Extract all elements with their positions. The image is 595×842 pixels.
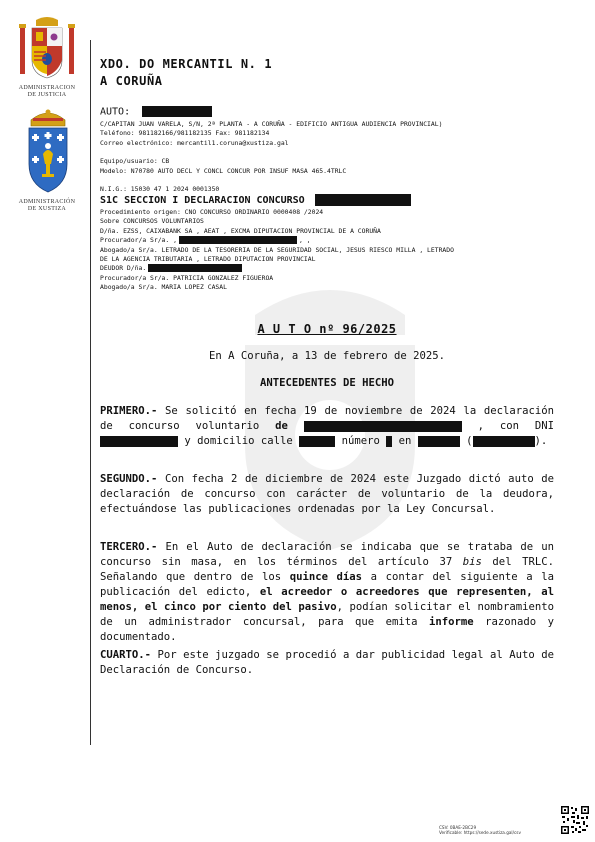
debtor-procurator: Procurador/a Sr/a. PATRICIA GONZALEZ FIGUEROA (100, 273, 274, 282)
team-user: Equipo/usuario: CB (100, 157, 170, 166)
case-info-block (100, 120, 442, 194)
galicia-coat-of-arms-icon (23, 106, 73, 194)
party-line-4: DE LA AGENCIA TRIBUTARIA , LETRADO DIPUTACION PROVINCIAL (100, 255, 316, 264)
paragraph-label: SEGUNDO.- (100, 473, 158, 485)
party-line-2: Procurador/a Sr/a. , , , (100, 236, 311, 245)
redaction-block (148, 264, 242, 272)
redaction-block (179, 236, 297, 244)
redaction-block (304, 421, 462, 432)
model-line: Modelo: N70780 AUTO DECL Y CONCL CONCUR POR INSUF MASA 465.4TRLC (100, 166, 347, 175)
auto-line (100, 106, 212, 118)
margin-rule (90, 40, 91, 745)
section-title: S1C SECCION I DECLARACION CONCURSO (100, 195, 305, 206)
verification-url[interactable]: Verificable: https://sede.xustiza.gal/csv (439, 830, 521, 835)
court-address: C/CAPITAN JUAN VARELA, S/N, 2ª PLANTA - A CORUÑA - EDIFICIO ANTIGUA AUDIENCIA PROVINCIAL) (100, 120, 443, 128)
paragraph-tercero: TERCERO.- En el Auto de declaración se indicaba que se trataba de un concurso sin masa, en los términos del artículo 37 bis del TRLC. Señalando que dentro de los quince días a contar del siguiente a la publicación del edicto, el acreedor o acreedores que representen, al menos, el cinco por ciento del pasivo, podían solicitar el nombramiento de un administrador concursal, para que emita informe razonado y documentado. (100, 541, 554, 643)
redaction-block (418, 436, 460, 447)
party-line-3: Abogado/a Sr/a. LETRADO DE LA TESORERIA DE LA SEGURIDAD SOCIAL, JESUS RIESCO MILLA , LETRADO (100, 245, 454, 254)
csv-code: CSV: 0BAE-2BC29 (439, 825, 477, 830)
redaction-block (299, 436, 335, 447)
debtor-lawyer: Abogado/a Sr/a. MARIA LOPEZ CASAL (100, 283, 227, 292)
court-name: XDO. DO MERCANTIL N. 1 (100, 57, 273, 71)
paragraph-label: PRIMERO.- (100, 405, 158, 417)
redaction-block (100, 436, 178, 447)
parties-block (100, 208, 454, 293)
top-caption-line-1: ADMINISTRACION (18, 85, 76, 91)
redaction-block (315, 194, 411, 206)
verification-footer (439, 825, 521, 835)
top-caption-line-2: DE JUSTICIA (27, 92, 67, 98)
origin-procedure: Procedimiento origen: CNO CONCURSO ORDINARIO 0000408 /2024 (100, 208, 324, 216)
bottom-caption-line-2: DE XUSTIZA (27, 206, 67, 212)
debtor-line: DEUDOR D/ña. (100, 264, 454, 273)
section-heading: ANTECEDENTES DE HECHO (260, 377, 394, 389)
court-city: A CORUÑA (100, 74, 163, 88)
party-line-1: D/ña. EZSS, CAIXABANK SA , AEAT , EXCMA DIPUTACION PROVINCIAL DE A CORUÑA (100, 226, 381, 235)
paragraph-cuarto: CUARTO.- Por este juzgado se procedió a dar publicidad legal al Auto de Declaración de Concurso. (100, 649, 554, 676)
paragraph-label: CUARTO.- (100, 649, 152, 661)
court-email: Correo electrónico: mercantil1.coruna@xustiza.gal (100, 138, 289, 147)
court-phone: Teléfono: 981182166/981182135 Fax: 981182134 (100, 129, 270, 138)
paragraph-primero: PRIMERO.- Se solicitó en fecha 19 de noviembre de 2024 la declaración de concurso voluntario de , con DNI y domicilio calle número en ( ). (100, 405, 554, 447)
paragraph-segundo: SEGUNDO.- Con fecha 2 de diciembre de 2024 este Juzgado dictó auto de declaración de concurso con carácter de voluntario de la deudora, efectuándose las publicaciones ordenadas por la Ley Concursal. (100, 473, 554, 515)
redaction-block (473, 436, 535, 447)
paragraph-label: TERCERO.- (100, 541, 158, 553)
spain-coat-of-arms-icon (18, 14, 76, 84)
nig-line: N.I.G.: 15030 47 1 2024 0001350 (100, 185, 220, 194)
auto-label: AUTO: (100, 106, 131, 118)
about-line: Sobre CONCURSOS VOLUNTARIOS (100, 217, 204, 226)
resolution-title: A U T O nº 96/2025 (257, 322, 397, 336)
place-date: En A Coruña, a 13 de febrero de 2025. (209, 350, 445, 362)
qr-code-icon (561, 806, 589, 834)
bottom-caption-line-1: ADMINISTRACIÓN (18, 199, 76, 205)
section-title-line (100, 194, 411, 206)
redaction-block (142, 106, 212, 117)
